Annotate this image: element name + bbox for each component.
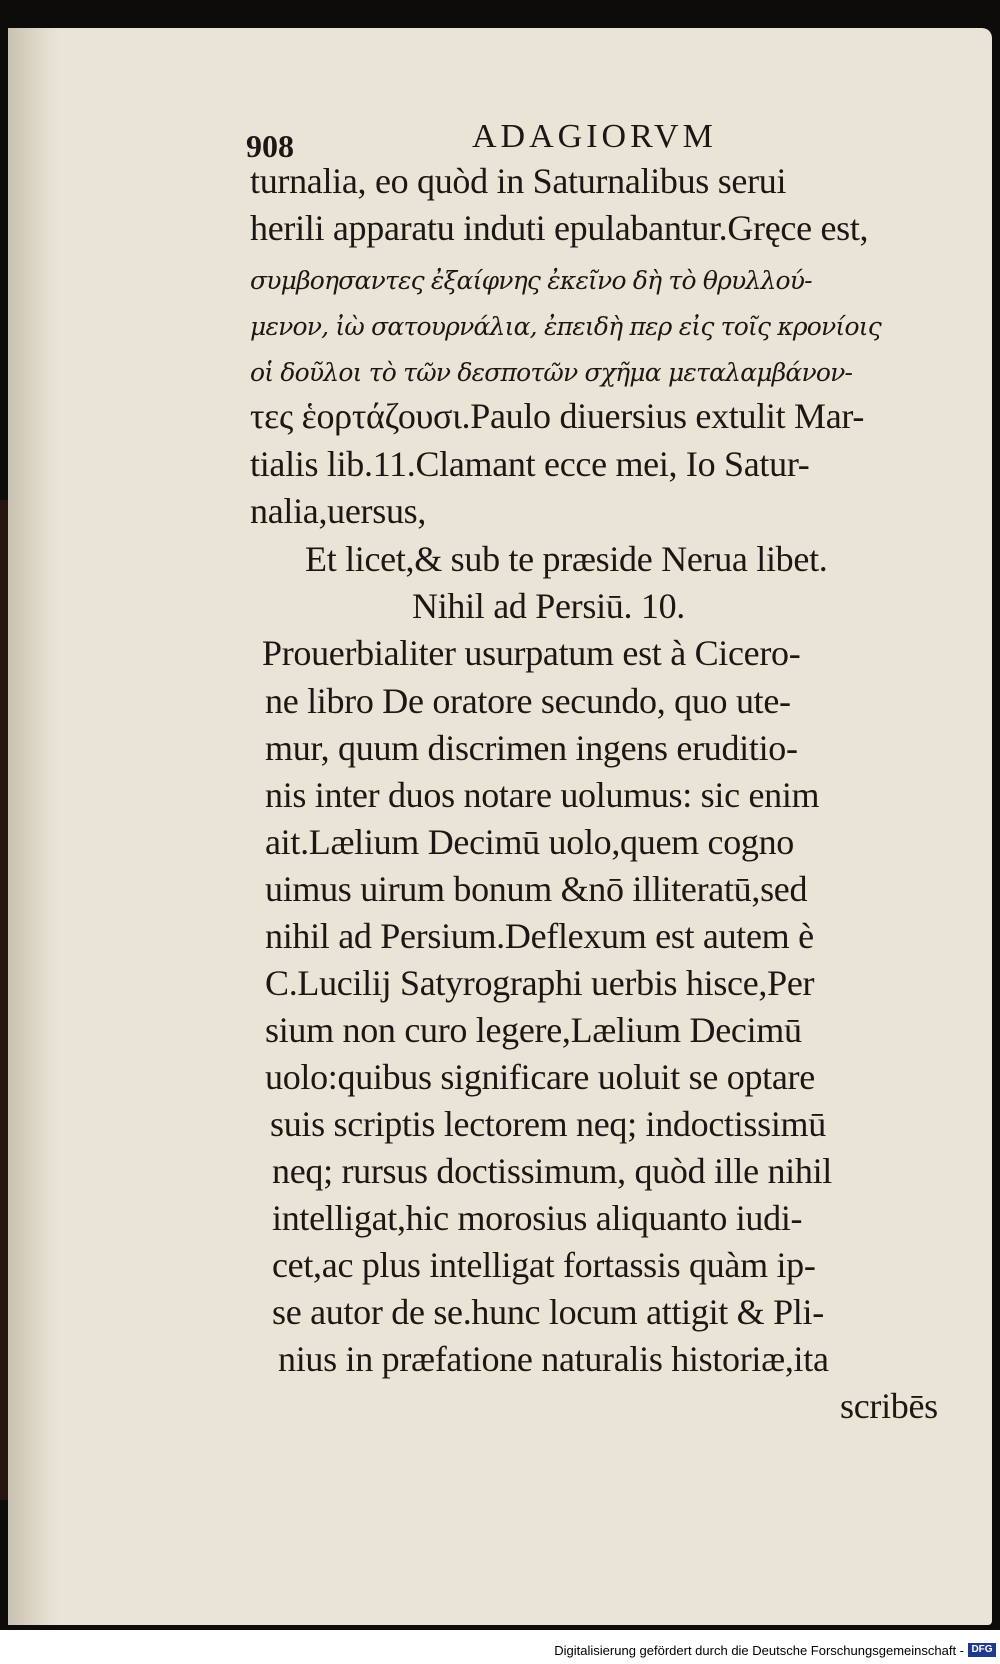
- text-line: neq; rursus doctissimum, quòd ille nihil: [272, 1151, 832, 1191]
- text-line: C.Lucilij Satyrographi uerbis hisce,Per: [265, 963, 815, 1003]
- page-number: 908: [246, 128, 294, 164]
- catchword: scribēs: [840, 1386, 938, 1426]
- text-line: tialis lib.11.Clamant ecce mei, Io Satur-: [250, 444, 810, 484]
- text-line: herili apparatu induti epulabantur.Gręce est,: [250, 208, 869, 248]
- text-line: nis inter duos notare uolumus: sic enim: [265, 775, 820, 815]
- text-line: sium non curo legere,Lælium Decimū: [265, 1010, 802, 1050]
- digitization-credit: Digitalisierung gefördert durch die Deutsche Forschungsgemeinschaft -: [554, 1643, 964, 1658]
- text-line: ait.Lælium Decimū uolo,quem cogno: [265, 822, 795, 862]
- greek-text-line: μενον, ἰὼ σατουρνάλια, ἐπειδὴ περ εἰς τοῖς κρονίοις: [250, 312, 881, 341]
- text-line: nalia,uersus,: [250, 491, 427, 531]
- text-line: uimus uirum bonum &nō illiteratū,sed: [265, 869, 808, 909]
- text-line: cet,ac plus intelligat fortassis quàm ip-: [272, 1245, 816, 1285]
- greek-text-line: συμβοησαντες ἐξαίφνης ἐκεῖνο δὴ τὸ θρυλλού-: [250, 266, 812, 295]
- page-gutter-shadow: [8, 28, 60, 1625]
- text-line: intelligat,hic morosius aliquanto iudi-: [272, 1198, 803, 1238]
- dfg-logo: DFG: [968, 1643, 996, 1657]
- text-line: suis scriptis lectorem neq; indoctissimū: [270, 1104, 826, 1144]
- text-line: τες ἑορτάζουσι.Paulo diuersius extulit Mar-: [250, 396, 865, 436]
- running-head: ADAGIORVM: [472, 118, 717, 155]
- text-line: nius in præfatione naturalis historiæ,ita: [278, 1339, 829, 1379]
- verse-quotation: Et licet,& sub te præside Nerua libet.: [305, 539, 828, 579]
- greek-text-line: οἱ δοῦλοι τὸ τῶν δεσποτῶν σχῆμα μεταλαμβάνον-: [250, 358, 853, 387]
- text-line: turnalia, eo quòd in Saturnalibus serui: [250, 161, 787, 201]
- text-line: nihil ad Persium.Deflexum est autem è: [265, 916, 814, 956]
- text-line: ne libro De oratore secundo, quo ute-: [265, 681, 791, 721]
- text-line: uolo:quibus significare uoluit se optare: [265, 1057, 815, 1097]
- text-line: mur, quum discrimen ingens eruditio-: [265, 728, 798, 768]
- adage-heading: Nihil ad Persiū. 10.: [412, 586, 685, 626]
- text-line: Prouerbialiter usurpatum est à Cicero-: [262, 633, 801, 673]
- text-line: se autor de se.hunc locum attigit & Pli-: [272, 1292, 824, 1332]
